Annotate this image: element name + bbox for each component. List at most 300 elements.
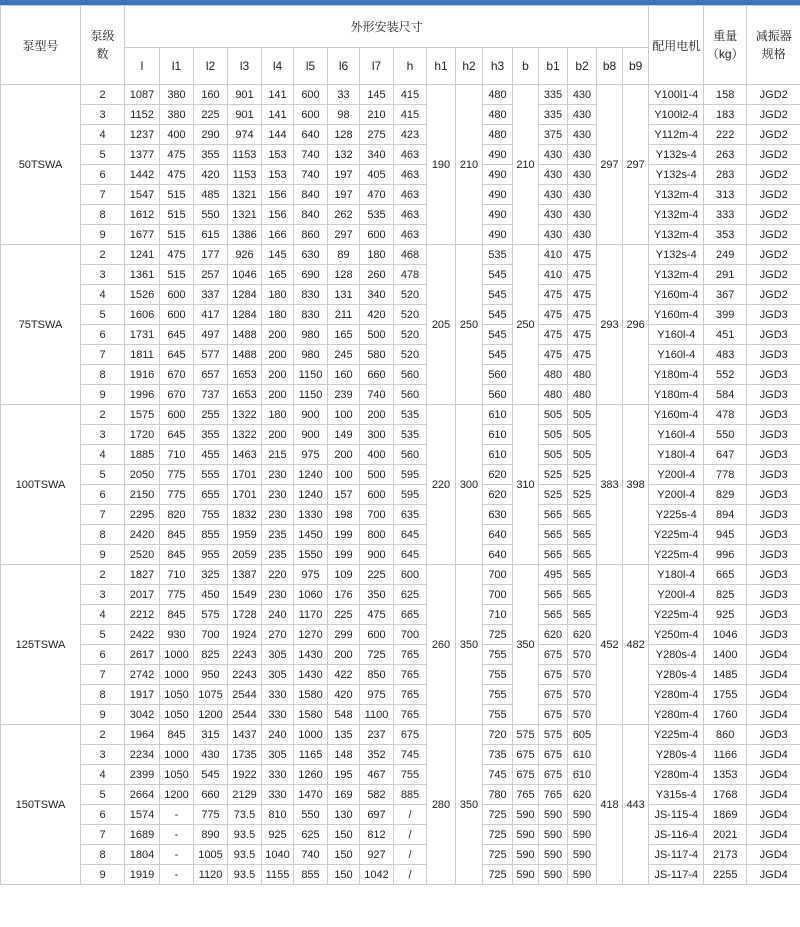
dimension-cell: 900 bbox=[294, 425, 328, 445]
dimension-cell: 478 bbox=[394, 265, 427, 285]
motor-cell: Y225m-4 bbox=[649, 725, 704, 745]
dimension-cell-b9: 297 bbox=[623, 85, 649, 245]
weight-cell: 550 bbox=[704, 425, 747, 445]
stage-cell: 2 bbox=[81, 405, 125, 425]
dimension-cell-b2: 565 bbox=[568, 525, 597, 545]
dimension-cell: 520 bbox=[394, 285, 427, 305]
dimension-cell: 89 bbox=[328, 245, 360, 265]
dimension-cell-b1: 430 bbox=[539, 145, 568, 165]
dimension-cell: 890 bbox=[194, 825, 228, 845]
weight-cell: 925 bbox=[704, 605, 747, 625]
table-row bbox=[1, 745, 800, 765]
stage-cell: 7 bbox=[81, 185, 125, 205]
table-row bbox=[1, 625, 800, 645]
damper-cell: JGD3 bbox=[747, 485, 800, 505]
dimension-cell: 290 bbox=[194, 125, 228, 145]
dimension-cell-b2: 570 bbox=[568, 685, 597, 705]
dimension-cell-b1: 525 bbox=[539, 465, 568, 485]
dimension-cell: 560 bbox=[394, 445, 427, 465]
dimension-cell: 600 bbox=[360, 485, 394, 505]
dimension-cell-b1: 675 bbox=[539, 685, 568, 705]
dimension-cell: 270 bbox=[262, 625, 294, 645]
dimension-cell-b1: 505 bbox=[539, 445, 568, 465]
table-row bbox=[1, 385, 800, 405]
dimension-cell: 2017 bbox=[125, 585, 160, 605]
table-row bbox=[1, 465, 800, 485]
dimension-cell: 230 bbox=[262, 485, 294, 505]
dimension-cell: 974 bbox=[228, 125, 262, 145]
dimension-cell: 1653 bbox=[228, 385, 262, 405]
dimension-cell: 197 bbox=[328, 165, 360, 185]
stage-cell: 8 bbox=[81, 525, 125, 545]
dimension-cell: 1580 bbox=[294, 685, 328, 705]
dimension-cell: 675 bbox=[394, 725, 427, 745]
dimension-cell: 463 bbox=[394, 225, 427, 245]
dimension-cell-b2: 525 bbox=[568, 465, 597, 485]
motor-cell: Y250m-4 bbox=[649, 625, 704, 645]
header-dim-l5: l5 bbox=[294, 48, 328, 85]
table-row bbox=[1, 125, 800, 145]
dimension-cell: 1042 bbox=[360, 865, 394, 885]
damper-cell: JGD4 bbox=[747, 705, 800, 725]
damper-cell: JGD4 bbox=[747, 805, 800, 825]
damper-cell: JGD2 bbox=[747, 165, 800, 185]
damper-cell: JGD2 bbox=[747, 265, 800, 285]
dimension-cell-b2: 475 bbox=[568, 305, 597, 325]
dimension-cell-b8: 418 bbox=[597, 725, 623, 885]
stage-cell: 8 bbox=[81, 845, 125, 865]
damper-cell: JGD2 bbox=[747, 145, 800, 165]
dimension-cell: 156 bbox=[262, 205, 294, 225]
dimension-cell: 840 bbox=[294, 185, 328, 205]
dimension-cell: 200 bbox=[360, 405, 394, 425]
dimension-cell: 145 bbox=[360, 85, 394, 105]
damper-cell: JGD3 bbox=[747, 345, 800, 365]
motor-cell: Y132m-4 bbox=[649, 205, 704, 225]
weight-cell: 483 bbox=[704, 345, 747, 365]
dimension-cell: 885 bbox=[394, 785, 427, 805]
dimension-cell: 200 bbox=[262, 365, 294, 385]
dimension-cell: 1916 bbox=[125, 365, 160, 385]
dimension-cell: 165 bbox=[328, 325, 360, 345]
dimension-cell-b2: 430 bbox=[568, 145, 597, 165]
dimension-cell: 1804 bbox=[125, 845, 160, 865]
dimension-cell: 655 bbox=[194, 485, 228, 505]
dimension-cell-h3: 640 bbox=[483, 525, 513, 545]
dimension-cell: 700 bbox=[394, 625, 427, 645]
stage-cell: 8 bbox=[81, 365, 125, 385]
dimension-cell: 148 bbox=[328, 745, 360, 765]
dimension-cell: 1153 bbox=[228, 145, 262, 165]
dimension-cell: 535 bbox=[394, 425, 427, 445]
dimension-cell-h3: 725 bbox=[483, 825, 513, 845]
table-row bbox=[1, 305, 800, 325]
dimension-cell-b1: 565 bbox=[539, 585, 568, 605]
table-row bbox=[1, 725, 800, 745]
dimension-cell: 1701 bbox=[228, 485, 262, 505]
dimension-cell: 1284 bbox=[228, 305, 262, 325]
dimension-cell: 300 bbox=[360, 425, 394, 445]
dimension-cell-b1: 590 bbox=[539, 865, 568, 885]
table-row bbox=[1, 605, 800, 625]
dimension-cell: 423 bbox=[394, 125, 427, 145]
dimension-cell: / bbox=[394, 865, 427, 885]
dimension-cell: 211 bbox=[328, 305, 360, 325]
dimension-cell: 1150 bbox=[294, 385, 328, 405]
motor-cell: Y280m-4 bbox=[649, 705, 704, 725]
dimension-cell: 177 bbox=[194, 245, 228, 265]
dimension-cell-h3: 720 bbox=[483, 725, 513, 745]
dimension-cell-b2: 475 bbox=[568, 285, 597, 305]
dimension-cell: 450 bbox=[194, 585, 228, 605]
motor-cell: Y280m-4 bbox=[649, 685, 704, 705]
damper-cell: JGD4 bbox=[747, 685, 800, 705]
dimension-cell: 330 bbox=[262, 765, 294, 785]
header-dim-l3: l3 bbox=[228, 48, 262, 85]
damper-cell: JGD3 bbox=[747, 305, 800, 325]
dimension-cell: 830 bbox=[294, 285, 328, 305]
motor-cell: Y160m-4 bbox=[649, 305, 704, 325]
weight-cell: 183 bbox=[704, 105, 747, 125]
dimension-cell: 600 bbox=[160, 285, 194, 305]
dimension-cell-b2: 590 bbox=[568, 865, 597, 885]
table-row bbox=[1, 85, 800, 105]
dimension-cell: / bbox=[394, 845, 427, 865]
header-dim-b: b bbox=[513, 48, 539, 85]
motor-cell: Y160m-4 bbox=[649, 405, 704, 425]
dimension-cell-h3: 480 bbox=[483, 125, 513, 145]
stage-cell: 2 bbox=[81, 565, 125, 585]
dimension-cell: 830 bbox=[294, 305, 328, 325]
dimension-cell: 1150 bbox=[294, 365, 328, 385]
dimension-cell: 577 bbox=[194, 345, 228, 365]
damper-cell: JGD3 bbox=[747, 385, 800, 405]
dimension-cell: 1811 bbox=[125, 345, 160, 365]
header-dim-h1: h1 bbox=[427, 48, 456, 85]
table-row bbox=[1, 185, 800, 205]
dimension-cell: 355 bbox=[194, 145, 228, 165]
dimension-cell: 463 bbox=[394, 205, 427, 225]
dimension-cell: 1153 bbox=[228, 165, 262, 185]
dimension-cell-b2: 430 bbox=[568, 105, 597, 125]
dimension-cell: 210 bbox=[360, 105, 394, 125]
dimension-cell-b1: 590 bbox=[539, 845, 568, 865]
dimension-cell: 1200 bbox=[160, 785, 194, 805]
dimension-cell: 2617 bbox=[125, 645, 160, 665]
dimension-cell-b2: 570 bbox=[568, 665, 597, 685]
stage-cell: 6 bbox=[81, 485, 125, 505]
dimension-cell: 1240 bbox=[294, 485, 328, 505]
dimension-cell: 548 bbox=[328, 705, 360, 725]
dimension-cell: 1040 bbox=[262, 845, 294, 865]
dimension-cell: 845 bbox=[160, 605, 194, 625]
weight-cell: 333 bbox=[704, 205, 747, 225]
dimension-cell-h3: 735 bbox=[483, 745, 513, 765]
dimension-cell: 926 bbox=[228, 245, 262, 265]
dimension-cell: 600 bbox=[294, 85, 328, 105]
dimension-cell-h3: 490 bbox=[483, 145, 513, 165]
dimension-cell: 2422 bbox=[125, 625, 160, 645]
weight-cell: 367 bbox=[704, 285, 747, 305]
dimension-cell: 845 bbox=[160, 525, 194, 545]
dimension-cell-h3: 535 bbox=[483, 245, 513, 265]
dimension-cell: 299 bbox=[328, 625, 360, 645]
dimension-cell: - bbox=[160, 865, 194, 885]
header-dim-h: h bbox=[394, 48, 427, 85]
stage-cell: 4 bbox=[81, 125, 125, 145]
dimension-cell: 200 bbox=[262, 325, 294, 345]
dimension-cell: 1470 bbox=[294, 785, 328, 805]
damper-cell: JGD4 bbox=[747, 765, 800, 785]
table-row bbox=[1, 285, 800, 305]
dimension-cell: 545 bbox=[194, 765, 228, 785]
dimension-cell: 1550 bbox=[294, 545, 328, 565]
dimension-cell-b2: 565 bbox=[568, 585, 597, 605]
damper-cell: JGD3 bbox=[747, 425, 800, 445]
dimension-cell: 2544 bbox=[228, 705, 262, 725]
header-pump-model: 泵型号 bbox=[1, 6, 81, 85]
dimension-cell-b2: 590 bbox=[568, 825, 597, 845]
table-row bbox=[1, 405, 800, 425]
dimension-cell-b1: 565 bbox=[539, 605, 568, 625]
dimension-cell: 160 bbox=[194, 85, 228, 105]
dimension-cell-b8: 293 bbox=[597, 245, 623, 405]
dimension-cell: 145 bbox=[262, 245, 294, 265]
dimension-cell: 645 bbox=[394, 525, 427, 545]
dimension-cell: 555 bbox=[194, 465, 228, 485]
weight-cell: 1869 bbox=[704, 805, 747, 825]
dimension-cell-b2: 475 bbox=[568, 265, 597, 285]
dimension-cell-h3: 610 bbox=[483, 405, 513, 425]
dimension-cell: 422 bbox=[328, 665, 360, 685]
header-dim-l: l bbox=[125, 48, 160, 85]
dimension-cell-h1: 260 bbox=[427, 565, 456, 725]
pump-spec-table bbox=[0, 5, 800, 885]
dimension-cell-b2: 505 bbox=[568, 425, 597, 445]
dimension-cell: 400 bbox=[160, 125, 194, 145]
weight-cell: 263 bbox=[704, 145, 747, 165]
dimension-cell-b2: 430 bbox=[568, 225, 597, 245]
dimension-cell-b1: 575 bbox=[539, 725, 568, 745]
dimension-cell: 149 bbox=[328, 425, 360, 445]
dimension-cell: 660 bbox=[360, 365, 394, 385]
dimension-cell: 420 bbox=[328, 685, 360, 705]
stage-cell: 9 bbox=[81, 545, 125, 565]
dimension-cell: 1075 bbox=[194, 685, 228, 705]
table-row bbox=[1, 425, 800, 445]
dimension-cell: 595 bbox=[394, 465, 427, 485]
dimension-cell: 468 bbox=[394, 245, 427, 265]
dimension-cell-b1: 675 bbox=[539, 705, 568, 725]
motor-cell: Y160l-4 bbox=[649, 325, 704, 345]
table-row bbox=[1, 765, 800, 785]
weight-cell: 451 bbox=[704, 325, 747, 345]
dimension-cell: 515 bbox=[160, 185, 194, 205]
dimension-cell: 475 bbox=[160, 245, 194, 265]
weight-cell: 2021 bbox=[704, 825, 747, 845]
dimension-cell: 1575 bbox=[125, 405, 160, 425]
dimension-cell-b: 675 bbox=[513, 745, 539, 765]
dimension-cell: 380 bbox=[160, 85, 194, 105]
dimension-cell: 1580 bbox=[294, 705, 328, 725]
weight-cell: 283 bbox=[704, 165, 747, 185]
dimension-cell: 901 bbox=[228, 105, 262, 125]
dimension-cell-b8: 383 bbox=[597, 405, 623, 565]
dimension-cell: 1060 bbox=[294, 585, 328, 605]
dimension-cell: 180 bbox=[262, 305, 294, 325]
dimension-cell-b: 310 bbox=[513, 405, 539, 565]
dimension-cell: 500 bbox=[360, 325, 394, 345]
table-row bbox=[1, 505, 800, 525]
dimension-cell: 1000 bbox=[160, 745, 194, 765]
dimension-cell: 352 bbox=[360, 745, 394, 765]
dimension-cell: 850 bbox=[360, 665, 394, 685]
damper-cell: JGD3 bbox=[747, 505, 800, 525]
dimension-cell: 657 bbox=[194, 365, 228, 385]
table-row bbox=[1, 705, 800, 725]
dimension-cell-b1: 620 bbox=[539, 625, 568, 645]
dimension-cell-h3: 480 bbox=[483, 85, 513, 105]
weight-cell: 945 bbox=[704, 525, 747, 545]
dimension-cell: 455 bbox=[194, 445, 228, 465]
dimension-cell: 615 bbox=[194, 225, 228, 245]
dimension-cell-b1: 335 bbox=[539, 85, 568, 105]
weight-cell: 665 bbox=[704, 565, 747, 585]
dimension-cell: 98 bbox=[328, 105, 360, 125]
dimension-cell-b2: 565 bbox=[568, 605, 597, 625]
dimension-cell: 740 bbox=[360, 385, 394, 405]
table-row bbox=[1, 365, 800, 385]
dimension-cell: 475 bbox=[160, 145, 194, 165]
dimension-cell-h3: 490 bbox=[483, 225, 513, 245]
dimension-cell-b2: 475 bbox=[568, 325, 597, 345]
dimension-cell-h1: 220 bbox=[427, 405, 456, 565]
dimension-cell: 582 bbox=[360, 785, 394, 805]
dimension-cell: 700 bbox=[360, 505, 394, 525]
dimension-cell: 245 bbox=[328, 345, 360, 365]
motor-cell: Y200l-4 bbox=[649, 485, 704, 505]
dimension-cell: 2420 bbox=[125, 525, 160, 545]
header-dim-l4: l4 bbox=[262, 48, 294, 85]
dimension-cell: 595 bbox=[394, 485, 427, 505]
weight-cell: 778 bbox=[704, 465, 747, 485]
weight-cell: 1166 bbox=[704, 745, 747, 765]
table-row bbox=[1, 485, 800, 505]
pump-model-cell: 75TSWA bbox=[1, 245, 81, 405]
dimension-cell-b2: 430 bbox=[568, 205, 597, 225]
dimension-cell-b1: 495 bbox=[539, 565, 568, 585]
dimension-cell: 100 bbox=[328, 405, 360, 425]
dimension-cell: 755 bbox=[394, 765, 427, 785]
dimension-cell: 925 bbox=[262, 825, 294, 845]
stage-cell: 6 bbox=[81, 325, 125, 345]
dimension-cell: 755 bbox=[194, 505, 228, 525]
dimension-cell-b1: 410 bbox=[539, 245, 568, 265]
dimension-cell: 560 bbox=[394, 385, 427, 405]
dimension-cell: 1701 bbox=[228, 465, 262, 485]
motor-cell: Y100l1-4 bbox=[649, 85, 704, 105]
motor-cell: Y132m-4 bbox=[649, 185, 704, 205]
dimension-cell: 2150 bbox=[125, 485, 160, 505]
weight-cell: 353 bbox=[704, 225, 747, 245]
dimension-cell: 1046 bbox=[228, 265, 262, 285]
dimension-cell: 3042 bbox=[125, 705, 160, 725]
dimension-cell-h3: 560 bbox=[483, 365, 513, 385]
dimension-cell: 1832 bbox=[228, 505, 262, 525]
dimension-cell: 1437 bbox=[228, 725, 262, 745]
dimension-cell: 1087 bbox=[125, 85, 160, 105]
header-dim-b1: b1 bbox=[539, 48, 568, 85]
weight-cell: 249 bbox=[704, 245, 747, 265]
dimension-cell: 340 bbox=[360, 145, 394, 165]
dimension-cell-b1: 480 bbox=[539, 385, 568, 405]
dimension-cell: 660 bbox=[194, 785, 228, 805]
dimension-cell: 156 bbox=[262, 185, 294, 205]
dimension-cell: 355 bbox=[194, 425, 228, 445]
stage-cell: 4 bbox=[81, 605, 125, 625]
weight-cell: 2255 bbox=[704, 865, 747, 885]
damper-cell: JGD2 bbox=[747, 185, 800, 205]
dimension-cell: 1549 bbox=[228, 585, 262, 605]
dimension-cell: 1200 bbox=[194, 705, 228, 725]
dimension-cell: 1450 bbox=[294, 525, 328, 545]
dimension-cell: 240 bbox=[262, 725, 294, 745]
motor-cell: Y280s-4 bbox=[649, 665, 704, 685]
motor-cell: Y225m-4 bbox=[649, 545, 704, 565]
table-row bbox=[1, 645, 800, 665]
dimension-cell-b: 675 bbox=[513, 765, 539, 785]
dimension-cell: 855 bbox=[194, 525, 228, 545]
damper-cell: JGD4 bbox=[747, 785, 800, 805]
dimension-cell: 1827 bbox=[125, 565, 160, 585]
pump-model-cell: 150TSWA bbox=[1, 725, 81, 885]
dimension-cell: 166 bbox=[262, 225, 294, 245]
stage-cell: 7 bbox=[81, 505, 125, 525]
dimension-cell-h3: 545 bbox=[483, 325, 513, 345]
dimension-cell: 2399 bbox=[125, 765, 160, 785]
dimension-cell: 257 bbox=[194, 265, 228, 285]
table-row bbox=[1, 345, 800, 365]
dimension-cell: 520 bbox=[394, 305, 427, 325]
dimension-cell: 975 bbox=[360, 685, 394, 705]
dimension-cell-h3: 725 bbox=[483, 625, 513, 645]
dimension-cell: 1386 bbox=[228, 225, 262, 245]
dimension-cell-h3: 755 bbox=[483, 645, 513, 665]
dimension-cell: 630 bbox=[294, 245, 328, 265]
dimension-cell-h3: 700 bbox=[483, 565, 513, 585]
dimension-cell-b: 350 bbox=[513, 565, 539, 725]
dimension-cell: 740 bbox=[294, 165, 328, 185]
dimension-cell: 128 bbox=[328, 125, 360, 145]
pump-model-cell: 125TSWA bbox=[1, 565, 81, 725]
dimension-cell-h3: 700 bbox=[483, 585, 513, 605]
dimension-cell: 745 bbox=[394, 745, 427, 765]
stage-cell: 3 bbox=[81, 265, 125, 285]
header-damper-label: 减振器规格 bbox=[755, 29, 792, 61]
dimension-cell-b2: 430 bbox=[568, 85, 597, 105]
motor-cell: JS-116-4 bbox=[649, 825, 704, 845]
dimension-cell: 100 bbox=[328, 465, 360, 485]
pump-model-cell: 100TSWA bbox=[1, 405, 81, 565]
dimension-cell: 1728 bbox=[228, 605, 262, 625]
dimension-cell: 1100 bbox=[360, 705, 394, 725]
dimension-cell-h2: 350 bbox=[456, 725, 483, 885]
dimension-cell: 725 bbox=[360, 645, 394, 665]
stage-cell: 3 bbox=[81, 105, 125, 125]
motor-cell: Y160m-4 bbox=[649, 285, 704, 305]
table-row bbox=[1, 665, 800, 685]
weight-cell: 1353 bbox=[704, 765, 747, 785]
